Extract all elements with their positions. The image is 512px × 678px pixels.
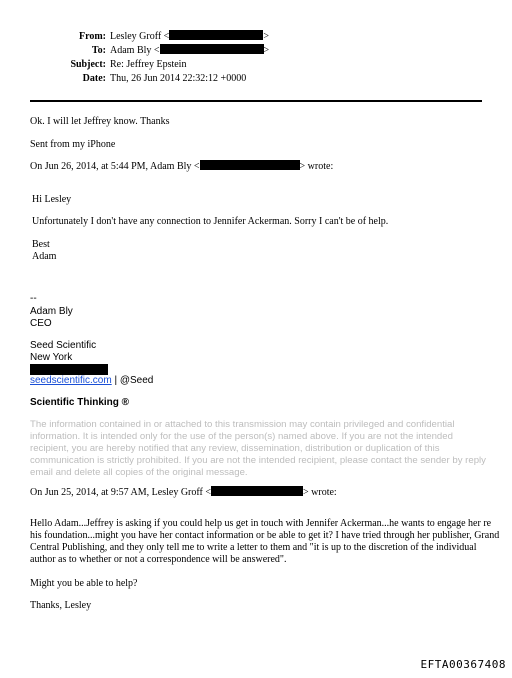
subject-row (30, 58, 269, 72)
to-value: Adam Bly < (110, 45, 160, 56)
twitter-handle: | @Seed (111, 375, 154, 386)
lesley-message-body: Hello Adam...Jeffrey is asking if you could help us get in touch with Jennifer Ackerman...he wants to engage her re his foundation...might you have her contact information or be able to get it? I have tried through her publisher, Grand Central Publishing, and they only tell me to write a letter to them and "it is up to the discretion of the individual author as to whether or not a correspondence will be answered". (30, 518, 500, 565)
lesley-quote-intro-text: On Jun 25, 2014, at 9:57 AM, Lesley Groff < (30, 487, 211, 498)
quote-intro-end: > wrote: (299, 161, 334, 172)
lesley-quote-intro-end: > wrote: (303, 487, 337, 498)
message-body: Unfortunately I don't have any connection to Jennifer Ackerman. Sorry I can't be of help. (32, 216, 389, 227)
closing-name: Adam (32, 251, 57, 262)
confidentiality-disclaimer: The information contained in or attached to this transmission may contain privileged and confidential information. It is intended only for the use of the person(s) named above. If you are not the intended recipient, you are hereby notified that any review, dissemination, distribution or duplication of this communication is strictly prohibited. If you are not the intended recipient, please contact the sender by reply email and delete all copies of the original message. (30, 419, 486, 478)
redaction-box (160, 44, 264, 54)
reply-line: Ok. I will let Jeffrey know. Thanks (30, 116, 170, 127)
signature-name: Adam Bly (30, 306, 73, 317)
date-label: Date: (82, 73, 106, 84)
signoff-line: Thanks, Lesley (30, 600, 92, 611)
to-label: To: (91, 45, 106, 56)
from-end: > (263, 31, 269, 42)
lesley-quote-intro (30, 486, 337, 499)
from-label: From: (78, 31, 106, 42)
redaction-box (30, 364, 108, 375)
quote-intro-text: On Jun 26, 2014, at 5:44 PM, Adam Bly < (30, 161, 200, 172)
to-end: > (263, 45, 270, 56)
to-row (30, 44, 269, 58)
redaction-box (169, 30, 263, 40)
date-value: Thu, 26 Jun 2014 22:32:12 +0000 (110, 73, 247, 84)
signature-company: Seed Scientific (30, 340, 97, 351)
signature-title: CEO (30, 318, 52, 329)
closing: Best (32, 239, 50, 250)
header-divider (30, 100, 482, 102)
from-value: Lesley Groff < (110, 31, 170, 42)
question-line: Might you be able to help? (30, 578, 138, 589)
redaction-box (200, 160, 300, 170)
signature-links (30, 375, 153, 387)
greeting: Hi Lesley (32, 194, 72, 205)
document-id: EFTA00367408 (420, 658, 506, 671)
subject-label: Subject: (70, 59, 106, 70)
date-row (30, 72, 269, 86)
signature-tagline: Scientific Thinking ® (30, 397, 130, 408)
website-link[interactable]: seedscientific.com (30, 375, 112, 386)
quote-intro (30, 160, 333, 173)
redaction-box (211, 486, 303, 496)
subject-value: Re: Jeffrey Epstein (110, 59, 187, 70)
sent-from-line: Sent from my iPhone (30, 139, 116, 150)
email-header (30, 30, 269, 86)
signature-city: New York (30, 352, 73, 363)
signature-dash: -- (30, 293, 37, 304)
from-row (30, 30, 269, 44)
